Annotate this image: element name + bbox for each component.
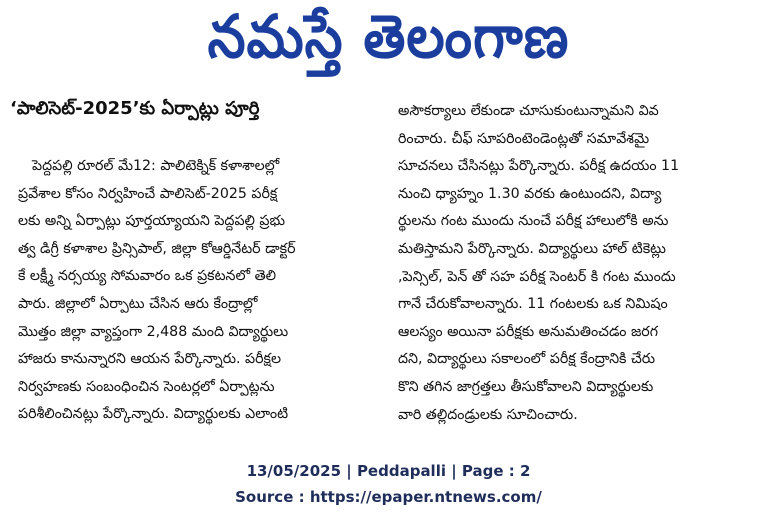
- article-line: సూచనలు చేసినట్లు పేర్కొన్నారు. పరీక్ష ఉదయం 11: [398, 158, 680, 175]
- article-headline: ‘పాలిసెట్-2025’కు ఏర్పాట్లు పూర్తి: [10, 98, 260, 119]
- article-line: వారి తల్లిదండ్రులకు సూచించారు.: [398, 406, 578, 423]
- article-line: పారు. జిల్లాలో ఏర్పాటు చేసిన ఆరు కేంద్రాల్లో: [18, 295, 258, 312]
- article-line: గానే చేరుకోవాలన్నారు. 11 గంటలకు ఒక నిమిషం: [398, 296, 668, 313]
- page-footer: [0, 458, 777, 510]
- article-line: నిర్వహణకు సంబంధించిన సెంటర్లలో ఏర్పాట్లను: [18, 378, 275, 395]
- article-line: లకు అన్ని ఏర్పాట్లు పూర్తయ్యాయని పెద్దపల్లి ప్రభు: [18, 213, 286, 230]
- article-line: మొత్తం జిల్లా వ్యాప్తంగా 2,488 మంది విద్యార్థులు: [18, 323, 289, 340]
- article-line: నుంచి ధ్యాహ్నం 1.30 వరకు ఉంటుందని, విద్యా: [398, 185, 662, 202]
- article-line: పరిశీలించినట్లు పేర్కొన్నారు. విద్యార్థులకు ఎలాంటి: [18, 406, 289, 423]
- article-line: ర్థులను గంట ముందు నుంచే పరీక్ష హాలులోకి అను: [398, 213, 669, 230]
- article-line: త్వ డిగ్రీ కళాశాల ప్రిన్సిపాల్, జిల్లా కోఆర్డినేటర్ డాక్టర్: [18, 240, 296, 257]
- article-line: రించారు. చీఫ్ సూపరింటెండెంట్లతో సమావేశమై: [398, 130, 650, 147]
- article-line: మతిస్తామని పేర్కొన్నారు. విద్యార్థులు హాల్ టికెట్లు: [398, 240, 666, 257]
- article-column-right: [398, 98, 758, 429]
- article-line: కే లక్ష్మీ నర్సయ్య సోమవారం ఒక ప్రకటనలో తెలి: [18, 268, 277, 285]
- source-link[interactable]: Source : https://epaper.ntnews.com/: [235, 488, 542, 506]
- article-line: హాజరు కానున్నారని ఆయన పేర్కొన్నారు. పరీక్షల: [18, 351, 282, 368]
- article-line: అసౌకర్యాలు లేకుండా చూసుకుంటున్నామని వివ: [398, 103, 659, 119]
- article-line: పెద్దపల్లి రూరల్ మే12: పాలిటెక్నిక్ కళాశాలల్లో: [32, 158, 280, 174]
- article-line: దని, విద్యార్థులు సకాలంలో పరీక్ష కేంద్రానికి చేరు: [398, 351, 656, 368]
- article-column-left: [18, 153, 378, 429]
- article-line: ప్రవేశాల కోసం నిర్వహించే పాలిసెట్-2025 పరీక్ష: [18, 185, 278, 202]
- article-line: ,పెన్సిల్, పెన్ తో సహ పరీక్ష సెంటర్ కి గంట ముందు: [398, 268, 676, 285]
- masthead-title: నమస్తే తెలంగాణ: [207, 1, 570, 71]
- article-line: ఆలస్యం అయినా పరీక్షకు అనుమతించడం జరగ: [398, 323, 658, 340]
- edition-info: 13/05/2025 | Peddapalli | Page : 2: [246, 462, 531, 480]
- masthead: [0, 0, 777, 88]
- article-line: కొని తగిన జాగ్రత్తలు తీసుకోవాలని విద్యార్థులకు: [398, 378, 654, 395]
